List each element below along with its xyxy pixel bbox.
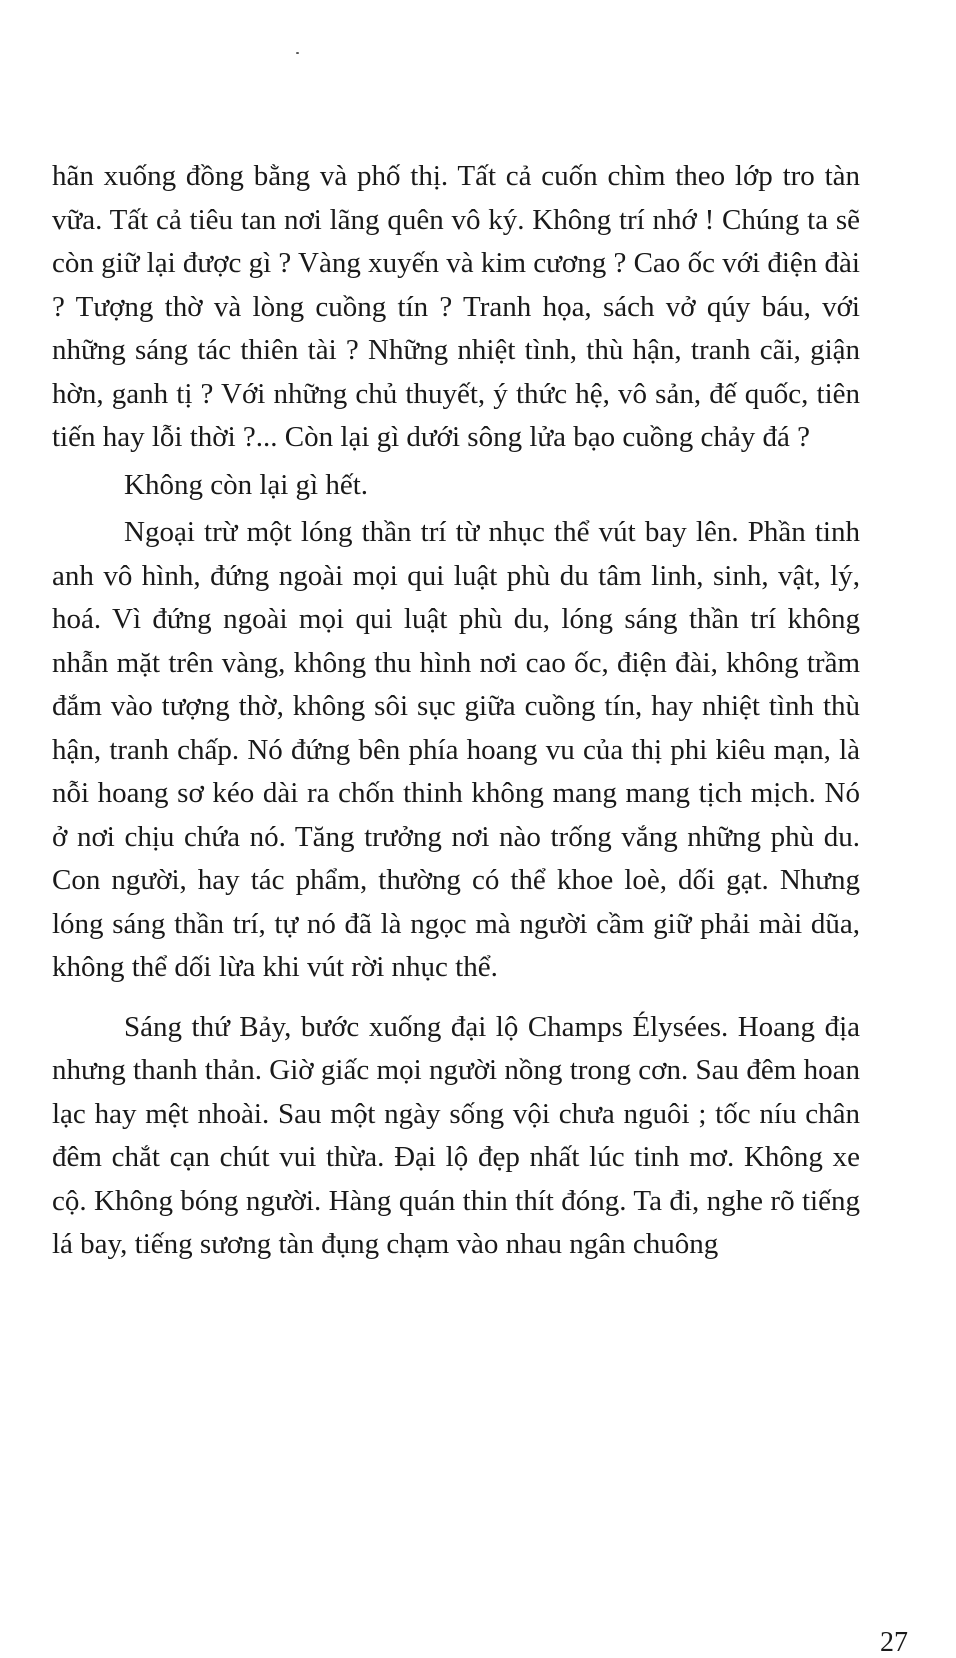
paragraph: Sáng thứ Bảy, bước xuống đại lộ Champs Élysées. Hoang địa nhưng thanh thản. Giờ giấc mọi người nồng trong cơn. Sau đêm hoan lạc hay mệt nhoài. Sau một ngày sống vội chưa nguôi ; tốc níu chân đêm chắt cạn chút vui thừa. Đại lộ đẹp nhất lúc tinh mơ. Không xe cộ. Không bóng người. Hàng quán thin thít đóng. Ta đi, nghe rõ tiếng lá bay, tiếng sương tàn đụng chạm vào nhau ngân chuông bbox=[52, 1010, 860, 1260]
paragraph: Không còn lại gì hết. bbox=[124, 468, 369, 501]
page-body-text bbox=[52, 155, 860, 1267]
page-number: 27 bbox=[880, 1627, 908, 1658]
scan-speck bbox=[296, 52, 299, 54]
paragraph: Ngoại trừ một lóng thần trí từ nhục thể vút bay lên. Phần tinh anh vô hình, đứng ngoài mọi qui luật phù du tâm linh, sinh, vật, lý, hoá. Vì đứng ngoài mọi qui luật phù du, lóng sáng thần trí không nhẫn mặt trên vàng, không thu hình nơi cao ốc, điện đài, không trầm đắm vào tượng thờ, không sôi sục giữa cuồng tín, hay nhiệt tình thù hận, tranh chấp. Nó đứng bên phía hoang vu của thị phi kiêu mạn, là nỗi hoang sơ kéo dài ra chốn thinh không mang mang tịch mịch. Nó ở nơi chịu chứa nó. Tăng trưởng nơi nào trống vắng những phù du. Con người, hay tác phẩm, thường có thể khoe loè, dối gạt. Nhưng lóng sáng thần trí, tự nó đã là ngọc mà người cầm giữ phải mài dũa, không thể dối lừa khi vút rời nhục thể. bbox=[52, 516, 860, 983]
paragraph-continued: hãn xuống đồng bằng và phố thị. Tất cả cuốn chìm theo lớp tro tàn vữa. Tất cả tiêu tan nơi lãng quên vô ký. Không trí nhớ ! Chúng ta sẽ còn giữ lại được gì ? Vàng xuyến và kim cương ? Cao ốc với điện đài ? Tượng thờ và lòng cuồng tín ? Tranh họa, sách vở qúy báu, với những sáng tác thiên tài ? Những nhiệt tình, thù hận, tranh cãi, giận hờn, ganh tị ? Với những chủ thuyết, ý thức hệ, vô sản, đế quốc, tiên tiến hay lỗi thời ?... Còn lại gì dưới sông lửa bạo cuồng chảy đá ? bbox=[52, 160, 860, 453]
